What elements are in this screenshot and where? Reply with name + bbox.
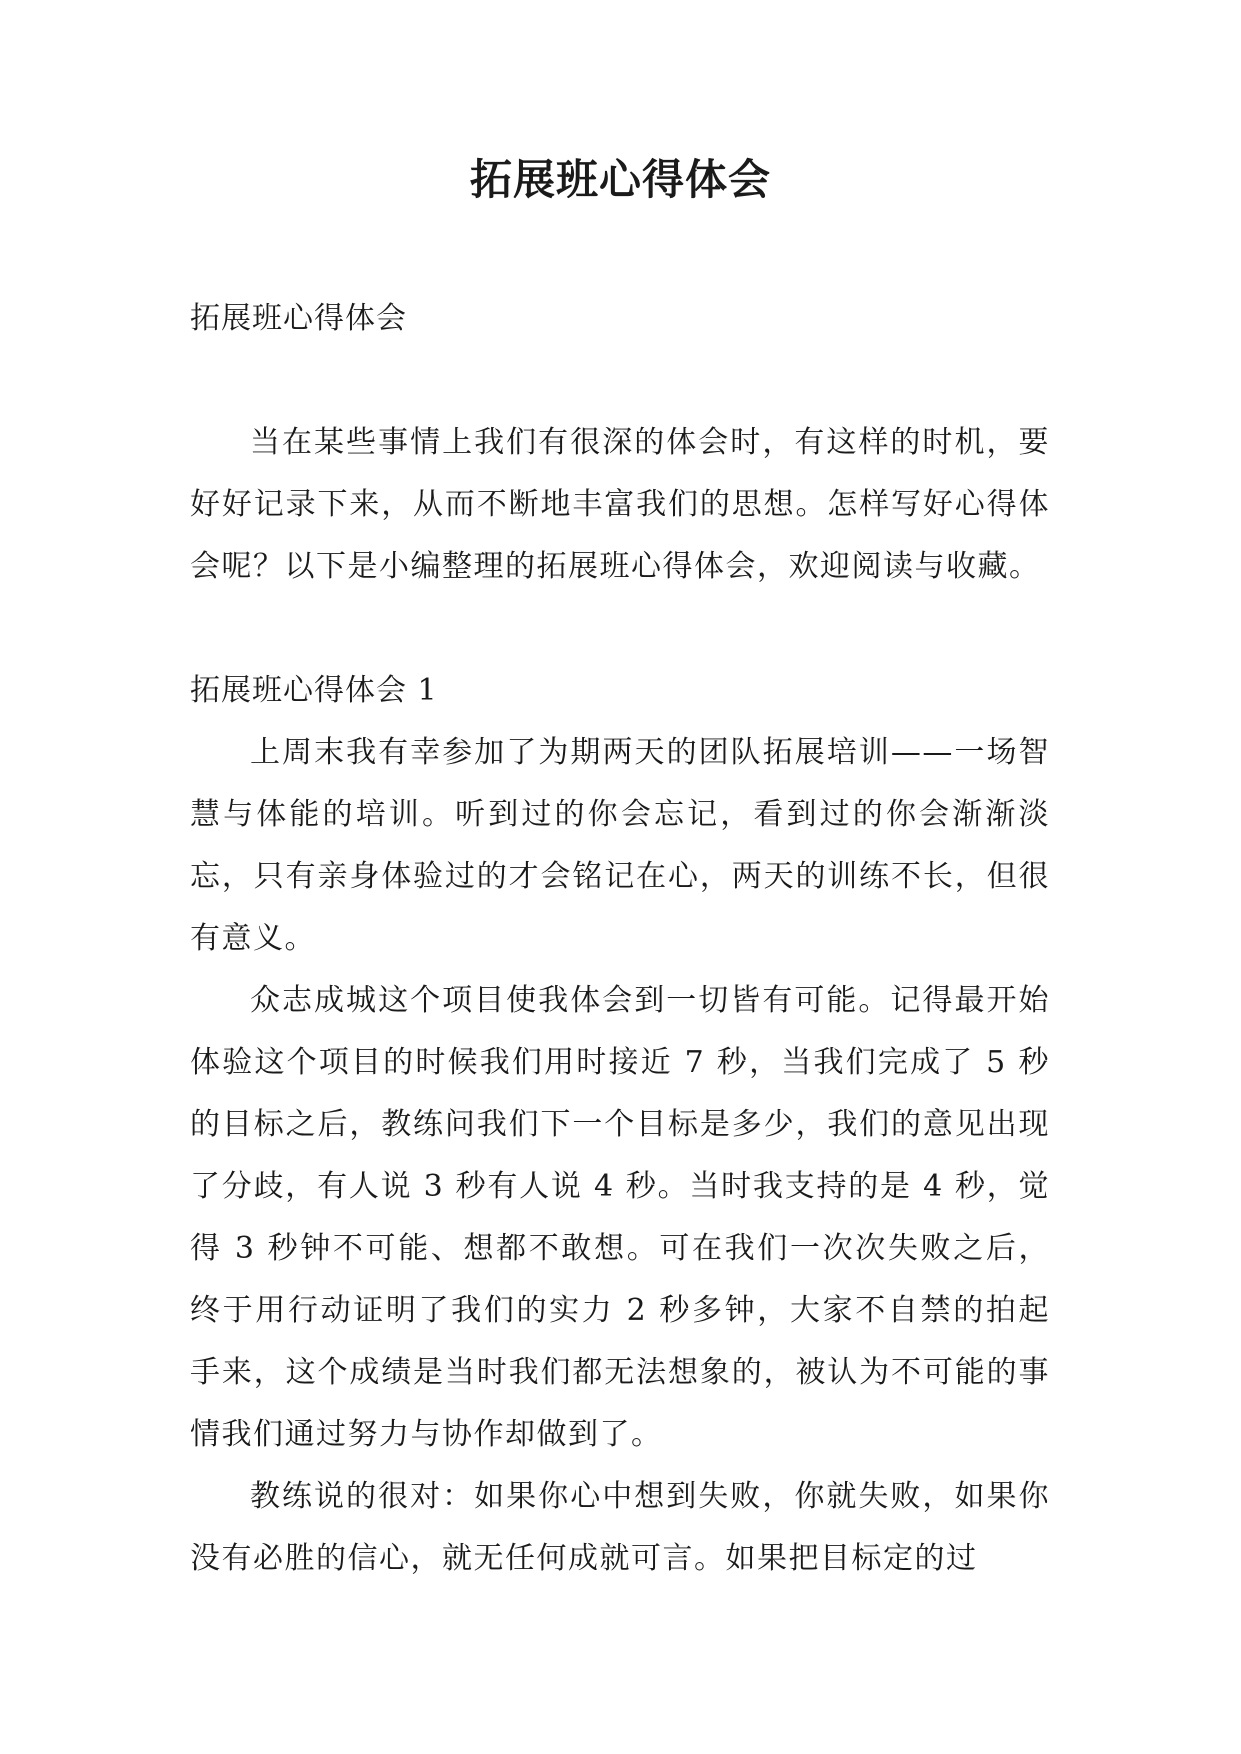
body-paragraph-1: 上周末我有幸参加了为期两天的团队拓展培训——一场智慧与体能的培训。听到过的你会忘记，看到过的你会渐渐淡忘，只有亲身体验过的才会铭记在心，两天的训练不长，但很有意义。 xyxy=(190,735,1050,956)
intro-paragraph: 当在某些事情上我们有很深的体会时，有这样的时机，要好好记录下来，从而不断地丰富我们的思想。怎样写好心得体会呢？以下是小编整理的拓展班心得体会，欢迎阅读与收藏。 xyxy=(190,425,1050,584)
document-title: 拓展班心得体会 xyxy=(469,155,771,204)
document-subtitle: 拓展班心得体会 xyxy=(190,301,407,336)
section-heading: 拓展班心得体会 1 xyxy=(190,673,438,708)
document-body xyxy=(190,288,1050,1590)
body-paragraph-2: 众志成城这个项目使我体会到一切皆有可能。记得最开始体验这个项目的时候我们用时接近 7 秒，当我们完成了 5 秒的目标之后，教练问我们下一个目标是多少，我们的意见出现了分歧，有人说 3 秒有人说 4 秒。当时我支持的是 4 秒，觉得 3 秒钟不可能、想都不敢想。可在我们一次次失败之后，终于用行动证明了我们的实力 2 秒多钟，大家不自禁的拍起手来，这个成绩是当时我们都无法想象的，被认为不可能的事情我们通过努力与协作却做到了。 xyxy=(190,983,1050,1452)
body-paragraph-3: 教练说的很对：如果你心中想到失败，你就失败，如果你没有必胜的信心，就无任何成就可言。如果把目标定的过 xyxy=(190,1479,1050,1576)
